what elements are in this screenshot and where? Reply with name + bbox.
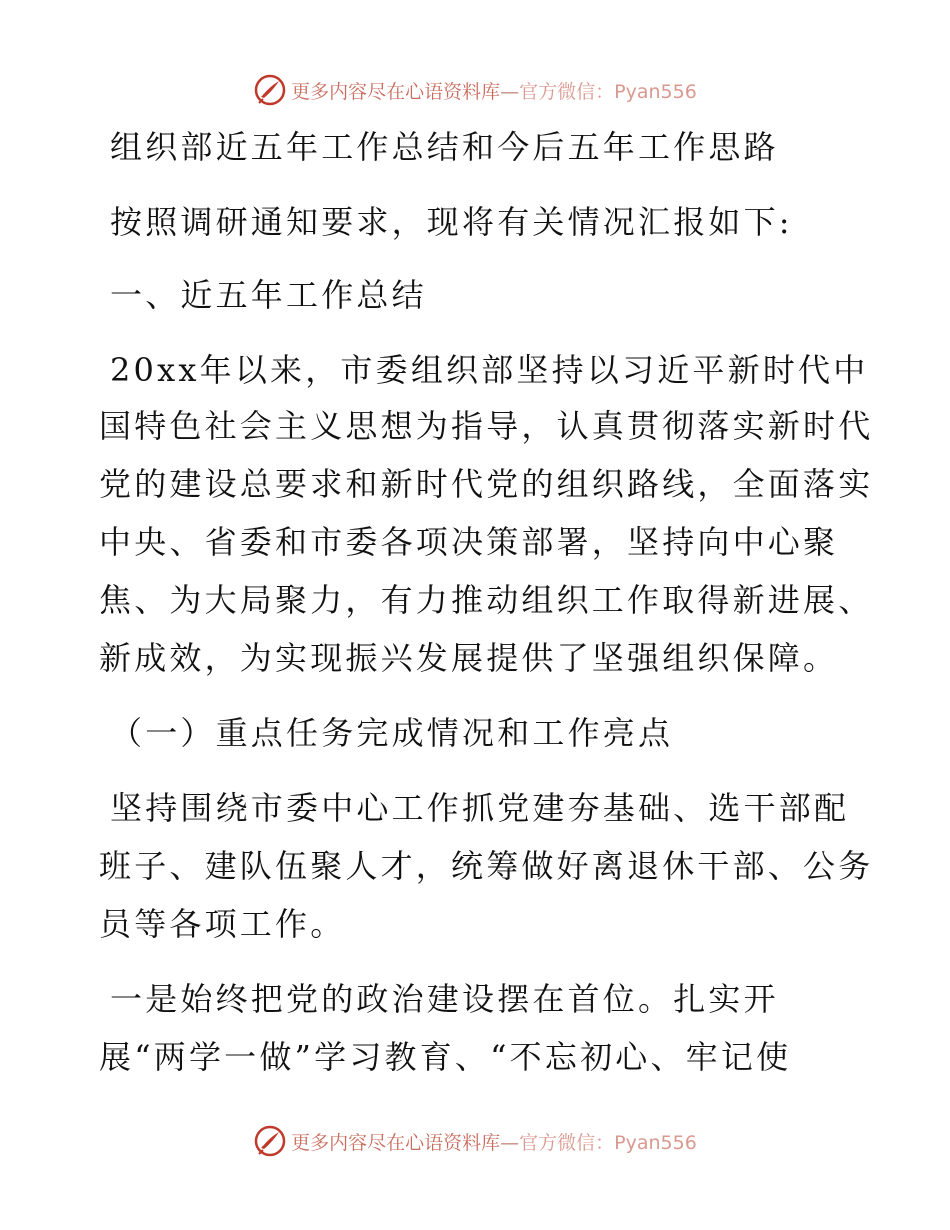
document-title: 组织部近五年工作总结和今后五年工作思路 xyxy=(110,128,779,166)
watermark-text xyxy=(291,77,697,104)
paragraph-line: 20xx年以来，市委组织部坚持以习近平新时代中 xyxy=(110,351,869,389)
paragraph-line: 国特色社会主义思想为指导，认真贯彻落实新时代 xyxy=(99,407,874,445)
subsection-heading-key-tasks: （一）重点任务完成情况和工作亮点 xyxy=(110,714,674,752)
watermark-site: 更多内容尽在心语资料库 xyxy=(291,80,501,103)
watermark-contact: 官方微信：Pyan556 xyxy=(519,1131,697,1154)
watermark-contact: 官方微信：Pyan556 xyxy=(519,80,697,103)
section-heading-summary: 一、近五年工作总结 xyxy=(110,276,427,314)
paragraph-line: 新成效，为实现振兴发展提供了坚强组织保障。 xyxy=(99,639,839,677)
footer-watermark xyxy=(0,1121,950,1161)
paragraph-line: 党的建设总要求和新时代党的组织路线，全面落实 xyxy=(99,465,874,503)
paragraph-line: 焦、为大局聚力，有力推动组织工作取得新进展、 xyxy=(99,581,874,619)
paragraph-line: 员等各项工作。 xyxy=(99,905,346,943)
paragraph-line: 一是始终把党的政治建设摆在首位。扎实开 xyxy=(110,980,779,1018)
quill-logo-icon xyxy=(253,73,287,107)
watermark-separator: — xyxy=(500,1131,520,1154)
paragraph-line: 坚持围绕市委中心工作抓党建夯基础、选干部配 xyxy=(110,789,850,827)
paragraph-line: 展“两学一做”学习教育、“不忘初心、牢记使 xyxy=(99,1038,792,1076)
intro-paragraph: 按照调研通知要求，现将有关情况汇报如下: xyxy=(110,203,793,241)
paragraph-line: 中央、省委和市委各项决策部署，坚持向中心聚 xyxy=(99,523,839,561)
quill-logo-icon xyxy=(253,1124,287,1158)
watermark-text xyxy=(291,1128,697,1155)
watermark-separator: — xyxy=(500,80,520,103)
header-watermark xyxy=(0,70,950,110)
paragraph-line: 班子、建队伍聚人才，统筹做好离退休干部、公务 xyxy=(99,847,874,885)
watermark-site: 更多内容尽在心语资料库 xyxy=(291,1131,501,1154)
